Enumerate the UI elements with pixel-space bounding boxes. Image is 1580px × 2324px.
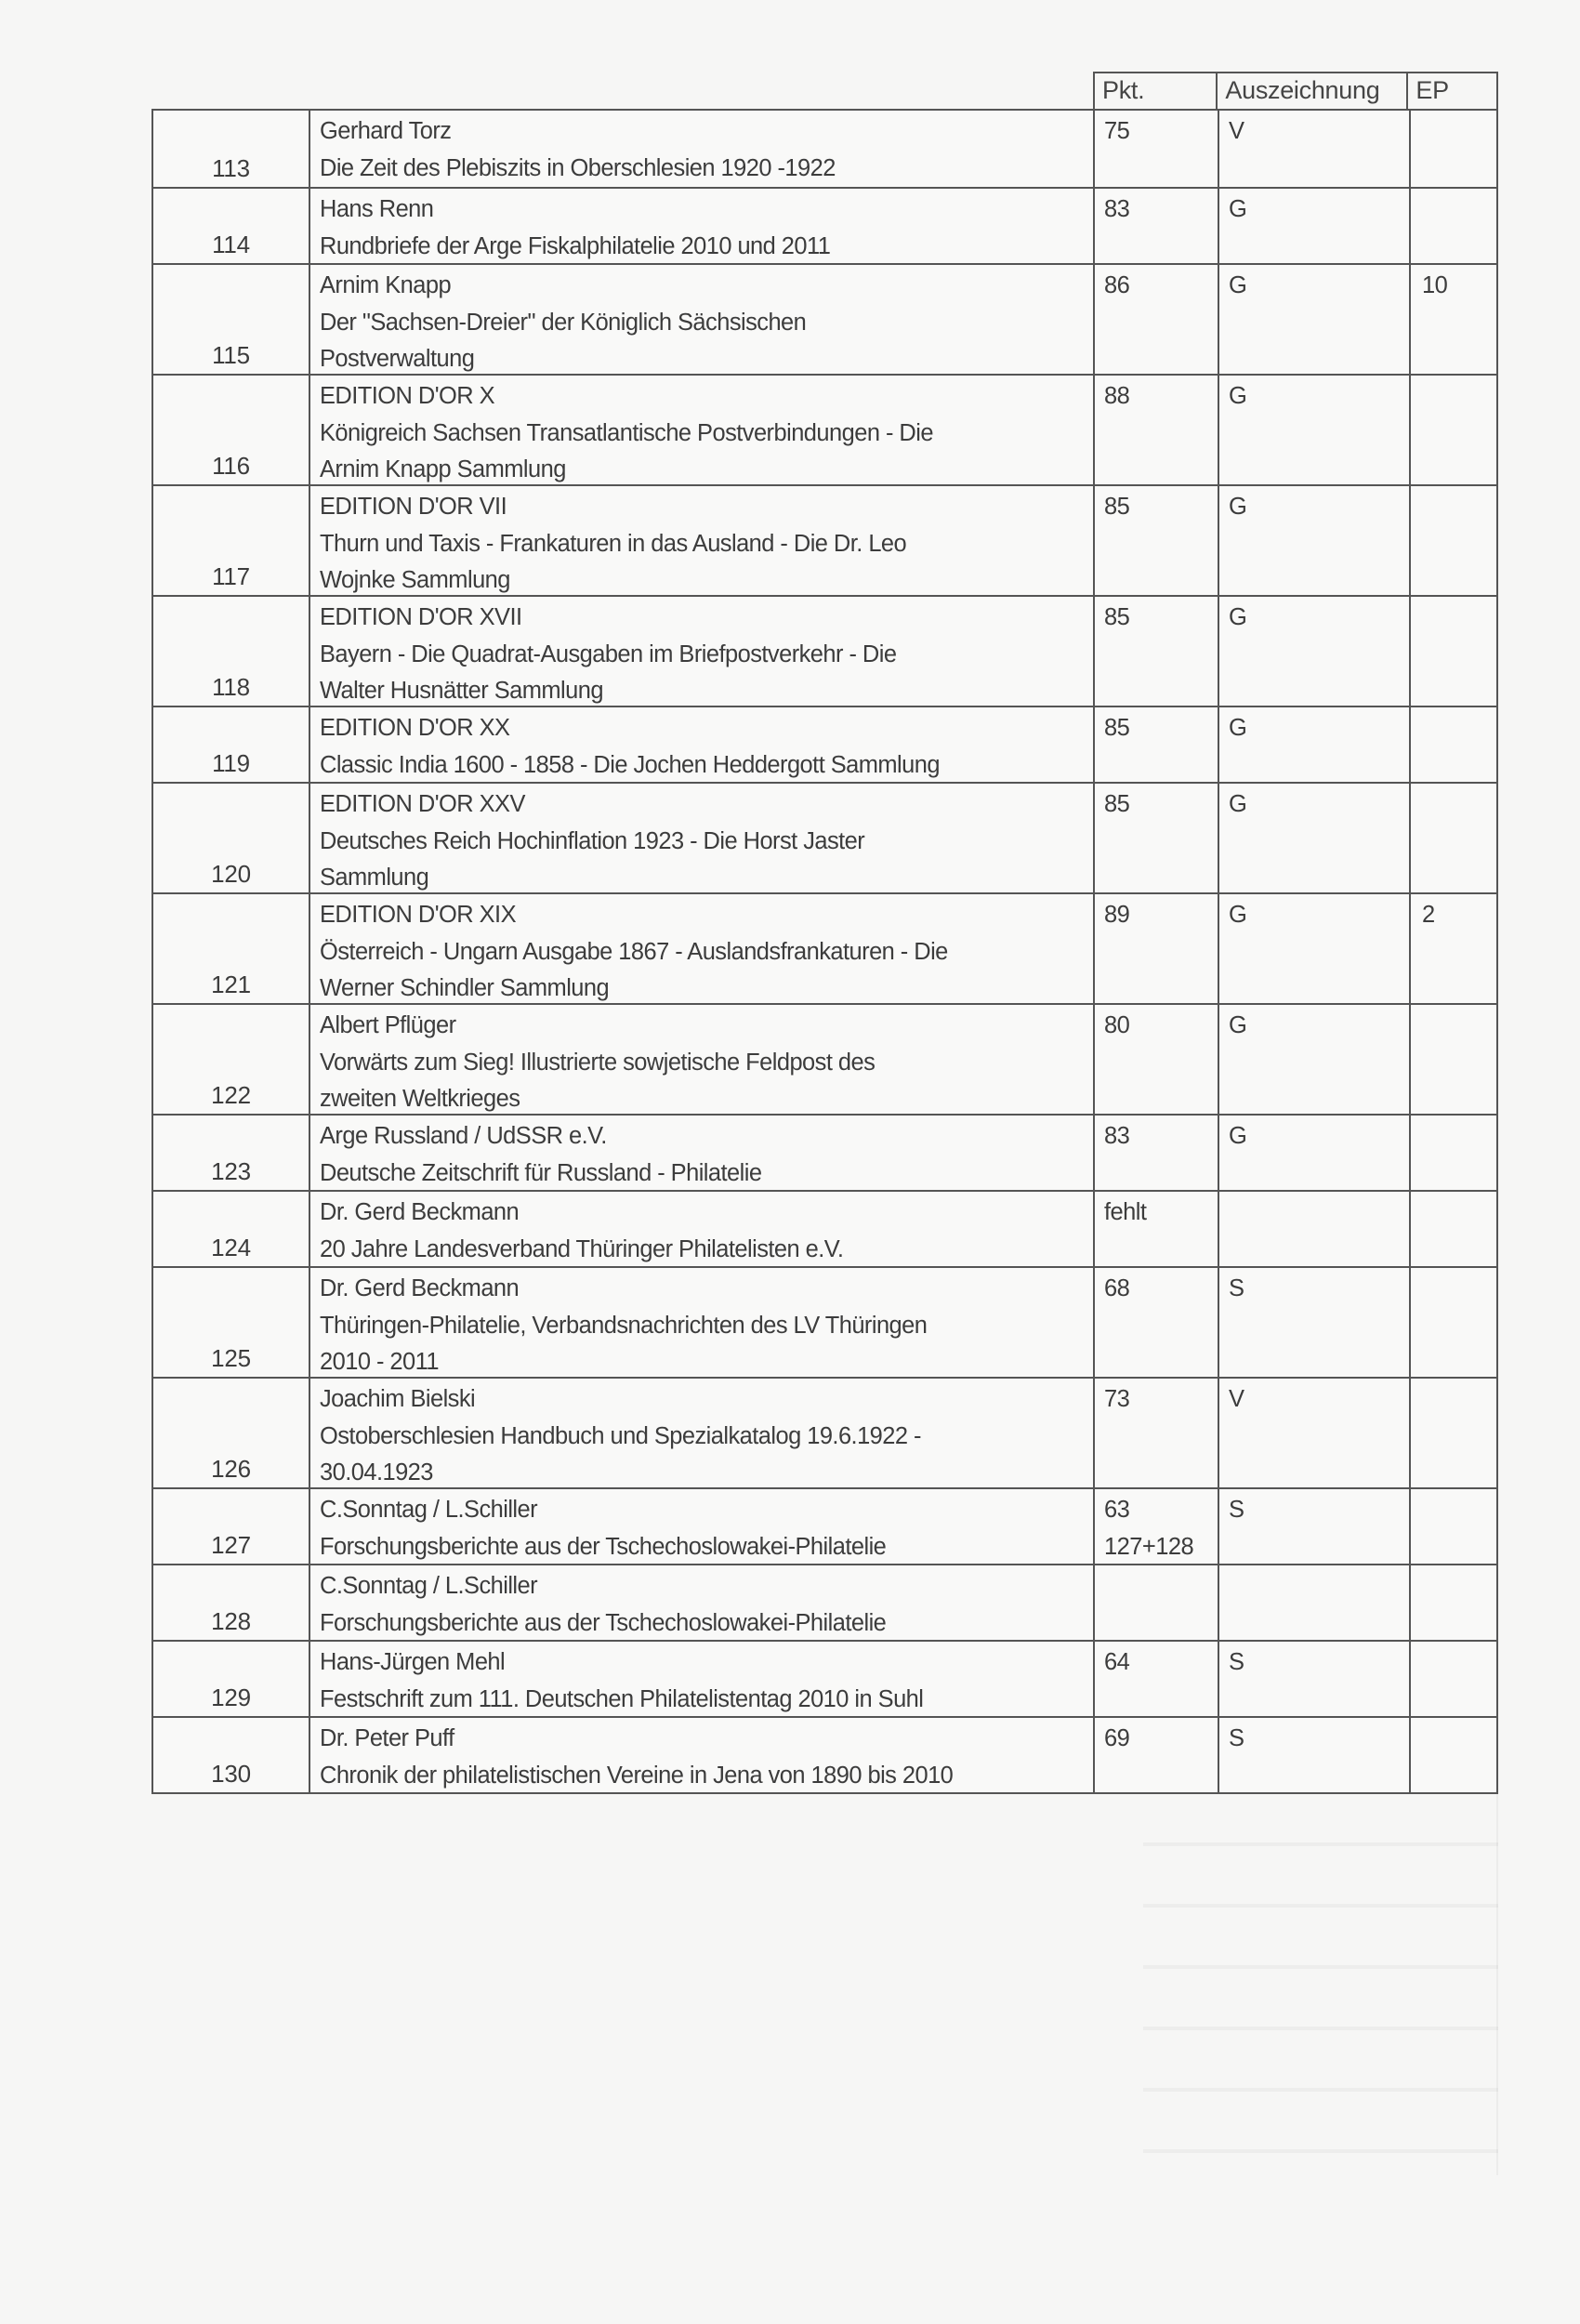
entry-author: EDITION D'OR XVII <box>320 604 522 630</box>
points-cell <box>1095 111 1219 187</box>
points-cell <box>1095 784 1219 892</box>
ep-value <box>1422 1571 1496 1608</box>
points-cell <box>1095 1642 1219 1716</box>
points-cell <box>1095 1268 1219 1377</box>
award-cell <box>1219 189 1411 263</box>
award-cell <box>1219 1642 1411 1716</box>
entry-number: 123 <box>211 1157 251 1185</box>
award-cell <box>1219 265 1411 374</box>
entry-description-cell <box>310 189 1095 263</box>
entry-number-cell <box>153 1268 310 1377</box>
entry-number-cell <box>153 707 310 782</box>
ep-cell <box>1411 1565 1496 1640</box>
award-value: G <box>1229 494 1247 520</box>
points-cell <box>1095 1379 1219 1487</box>
entry-description-cell <box>310 1565 1095 1640</box>
ep-cell <box>1411 1268 1496 1377</box>
points-value: 68 <box>1104 1275 1130 1301</box>
ep-value <box>1422 1723 1496 1761</box>
points-cell <box>1095 894 1219 1003</box>
award-cell <box>1219 1489 1411 1564</box>
entry-number: 116 <box>212 452 250 480</box>
entry-title-line: Bayern - Die Quadrat-Ausgaben im Briefpostverkehr - Die <box>320 640 897 667</box>
entry-title-line: Thüringen-Philatelie, Verbandsnachrichten des LV Thüringen <box>320 1312 928 1339</box>
points-cell <box>1095 189 1219 263</box>
entry-number-cell <box>153 1565 310 1640</box>
ep-cell <box>1411 707 1496 782</box>
award-cell <box>1219 707 1411 782</box>
entry-number-cell <box>153 597 310 706</box>
award-cell <box>1219 1379 1411 1487</box>
table-row <box>153 187 1496 263</box>
entry-description-cell <box>310 1379 1095 1487</box>
table-row <box>153 892 1496 1003</box>
table-row <box>153 111 1496 187</box>
table-row <box>153 595 1496 706</box>
entry-number-cell <box>153 1005 310 1114</box>
entry-title-line: Thurn und Taxis - Frankaturen in das Ausland - Die Dr. Leo <box>320 530 907 557</box>
table-row <box>153 1114 1496 1190</box>
entry-number-cell <box>153 1642 310 1716</box>
ep-cell <box>1411 1116 1496 1190</box>
award-value <box>1229 1571 1409 1608</box>
table-row <box>153 484 1496 595</box>
entry-title-line: Vorwärts zum Sieg! Illustrierte sowjetische Feldpost des <box>320 1049 876 1076</box>
entry-title-line: Österreich - Ungarn Ausgabe 1867 - Auslandsfrankaturen - Die <box>320 938 948 965</box>
points-cell <box>1095 707 1219 782</box>
table-row <box>153 1640 1496 1716</box>
ep-cell <box>1411 784 1496 892</box>
header-pkt: Pkt. <box>1095 73 1218 109</box>
points-value: 127+128 <box>1104 1533 1194 1560</box>
ep-value: 10 <box>1422 272 1448 298</box>
entry-number: 125 <box>211 1344 251 1372</box>
entry-number-cell <box>153 265 310 374</box>
entry-number: 127 <box>211 1531 251 1559</box>
entry-title-line: Postverwaltung <box>320 346 475 372</box>
entry-title-line: Arnim Knapp Sammlung <box>320 456 566 482</box>
entry-author: Arge Russland / UdSSR e.V. <box>320 1123 607 1149</box>
table-row <box>153 706 1496 782</box>
award-cell <box>1219 1268 1411 1377</box>
award-cell <box>1219 486 1411 595</box>
points-cell <box>1095 1192 1219 1266</box>
ep-value <box>1422 492 1496 529</box>
award-value: G <box>1229 196 1247 222</box>
entry-author: Albert Pflüger <box>320 1012 456 1038</box>
entry-author: Hans Renn <box>320 196 434 222</box>
award-value: S <box>1229 1497 1244 1523</box>
entry-title-line: Königreich Sachsen Transatlantische Postverbindungen - Die <box>320 419 933 446</box>
entry-title-line: Sammlung <box>320 865 429 891</box>
points-cell <box>1095 1489 1219 1564</box>
entry-title-line: Deutsches Reich Hochinflation 1923 - Die Horst Jaster <box>320 827 865 854</box>
entry-author: EDITION D'OR X <box>320 383 495 409</box>
entry-title-line: 20 Jahre Landesverband Thüringer Philatelisten e.V. <box>320 1235 844 1262</box>
points-cell <box>1095 1005 1219 1114</box>
ep-value <box>1422 1010 1496 1048</box>
ep-value <box>1422 1495 1496 1532</box>
entry-author: EDITION D'OR XXV <box>320 791 525 817</box>
entry-title-line: Walter Husnätter Sammlung <box>320 678 603 704</box>
entry-author: EDITION D'OR XIX <box>320 902 517 928</box>
entry-title-line: Classic India 1600 - 1858 - Die Jochen Heddergott Sammlung <box>320 751 940 778</box>
entry-number-cell <box>153 486 310 595</box>
award-cell <box>1219 597 1411 706</box>
award-value: G <box>1229 383 1247 409</box>
ep-value: 2 <box>1422 902 1435 928</box>
entry-description-cell <box>310 1192 1095 1266</box>
points-value: 63 <box>1104 1497 1130 1523</box>
ep-value <box>1422 1384 1496 1421</box>
entry-number: 119 <box>212 749 250 777</box>
entry-number-cell <box>153 1379 310 1487</box>
ep-value <box>1422 1274 1496 1311</box>
entry-number: 115 <box>212 341 250 369</box>
entry-title-line: 30.04.1923 <box>320 1459 433 1486</box>
points-value: 85 <box>1104 604 1130 630</box>
award-cell <box>1219 111 1411 187</box>
entry-title-line: Rundbriefe der Arge Fiskalphilatelie 2010 und 2011 <box>320 232 831 259</box>
exhibit-table <box>151 109 1498 1794</box>
entry-description-cell <box>310 707 1095 782</box>
ep-value <box>1422 1647 1496 1684</box>
ep-cell <box>1411 1718 1496 1792</box>
ep-cell <box>1411 1005 1496 1114</box>
entry-description-cell <box>310 1268 1095 1377</box>
entry-number-cell <box>153 376 310 484</box>
award-cell <box>1219 1116 1411 1190</box>
ep-value <box>1422 713 1496 750</box>
entry-title-line: Ostoberschlesien Handbuch und Spezialkatalog 19.6.1922 - <box>320 1422 921 1449</box>
award-cell <box>1219 1005 1411 1114</box>
points-value: 83 <box>1104 1123 1130 1149</box>
award-value: S <box>1229 1275 1244 1301</box>
ep-cell <box>1411 894 1496 1003</box>
entry-author: EDITION D'OR VII <box>320 494 507 520</box>
ep-cell <box>1411 376 1496 484</box>
entry-author: Joachim Bielski <box>320 1386 476 1412</box>
points-value: 80 <box>1104 1012 1130 1038</box>
entry-number-cell <box>153 1489 310 1564</box>
award-cell <box>1219 894 1411 1003</box>
points-value: 85 <box>1104 494 1130 520</box>
entry-number: 117 <box>212 562 250 590</box>
entry-description-cell <box>310 1642 1095 1716</box>
points-value: fehlt <box>1104 1199 1147 1225</box>
header-auszeichnung: Auszeichnung <box>1218 73 1408 109</box>
ep-cell <box>1411 597 1496 706</box>
ep-value <box>1422 1121 1496 1158</box>
award-value: G <box>1229 604 1247 630</box>
points-cell <box>1095 1718 1219 1792</box>
ep-cell <box>1411 265 1496 374</box>
table-row <box>153 1377 1496 1487</box>
ep-value <box>1422 602 1496 640</box>
ep-value <box>1422 1197 1496 1235</box>
points-cell <box>1095 597 1219 706</box>
entry-description-cell <box>310 111 1095 187</box>
award-value: S <box>1229 1649 1244 1675</box>
award-value: V <box>1229 1386 1244 1412</box>
entry-number: 124 <box>211 1234 251 1261</box>
award-cell <box>1219 1718 1411 1792</box>
table-row <box>153 1487 1496 1564</box>
entry-title-line: Werner Schindler Sammlung <box>320 975 610 1001</box>
ep-cell <box>1411 1192 1496 1266</box>
entry-description-cell <box>310 265 1095 374</box>
entry-number: 113 <box>212 154 250 182</box>
entry-title-line: Die Zeit des Plebiszits in Oberschlesien 1920 -1922 <box>320 154 836 181</box>
table-row <box>153 1190 1496 1266</box>
entry-description-cell <box>310 486 1095 595</box>
points-value: 86 <box>1104 272 1130 298</box>
entry-number: 120 <box>211 860 251 888</box>
table-row <box>153 1266 1496 1377</box>
entry-number: 122 <box>211 1081 251 1109</box>
points-cell <box>1095 1116 1219 1190</box>
ep-value <box>1422 789 1496 826</box>
entry-number-cell <box>153 894 310 1003</box>
points-value: 69 <box>1104 1725 1130 1751</box>
points-value: 83 <box>1104 196 1130 222</box>
award-value: G <box>1229 272 1247 298</box>
points-cell <box>1095 265 1219 374</box>
table-row <box>153 1716 1496 1792</box>
entry-title-line: Festschrift zum 111. Deutschen Philatelistentag 2010 in Suhl <box>320 1685 924 1712</box>
award-value: G <box>1229 791 1247 817</box>
points-cell <box>1095 1565 1219 1640</box>
table-row <box>153 782 1496 892</box>
entry-number-cell <box>153 1718 310 1792</box>
entry-number: 118 <box>212 673 250 701</box>
points-value: 73 <box>1104 1386 1130 1412</box>
entry-title-line: Der "Sachsen-Dreier" der Königlich Sächsischen <box>320 309 807 336</box>
award-value: G <box>1229 715 1247 741</box>
entry-description-cell <box>310 1718 1095 1792</box>
entry-description-cell <box>310 1116 1095 1190</box>
entry-number-cell <box>153 189 310 263</box>
entry-title-line: 2010 - 2011 <box>320 1349 439 1375</box>
award-value: G <box>1229 1123 1247 1149</box>
entry-number: 121 <box>211 971 251 998</box>
entry-number: 126 <box>211 1455 251 1483</box>
ep-value <box>1422 194 1496 231</box>
award-cell <box>1219 1192 1411 1266</box>
entry-title-line: Forschungsberichte aus der Tschechoslowakei-Philatelie <box>320 1609 887 1636</box>
entry-number-cell <box>153 1192 310 1266</box>
entry-author: EDITION D'OR XX <box>320 715 510 741</box>
ep-value <box>1422 381 1496 418</box>
table-row <box>153 1003 1496 1114</box>
ep-value <box>1422 116 1496 153</box>
entry-description-cell <box>310 784 1095 892</box>
points-value: 85 <box>1104 791 1130 817</box>
ep-cell <box>1411 189 1496 263</box>
entry-author: C.Sonntag / L.Schiller <box>320 1573 538 1599</box>
entry-author: Dr. Gerd Beckmann <box>320 1199 520 1225</box>
entry-title-line: Forschungsberichte aus der Tschechoslowakei-Philatelie <box>320 1533 887 1560</box>
entry-number-cell <box>153 111 310 187</box>
award-value: G <box>1229 902 1247 928</box>
points-cell <box>1095 376 1219 484</box>
entry-title-line: Wojnke Sammlung <box>320 567 510 593</box>
entry-description-cell <box>310 597 1095 706</box>
ep-cell <box>1411 1642 1496 1716</box>
award-value: G <box>1229 1012 1247 1038</box>
award-value <box>1229 1197 1409 1235</box>
entry-number: 114 <box>212 231 250 258</box>
points-value: 89 <box>1104 902 1130 928</box>
ep-cell <box>1411 111 1496 187</box>
table-row <box>153 263 1496 374</box>
column-header <box>1093 72 1498 109</box>
entry-number-cell <box>153 1116 310 1190</box>
entry-author: C.Sonntag / L.Schiller <box>320 1497 538 1523</box>
header-ep: EP <box>1415 76 1449 104</box>
entry-description-cell <box>310 376 1095 484</box>
points-value: 85 <box>1104 715 1130 741</box>
ep-cell <box>1411 1489 1496 1564</box>
entry-author: Hans-Jürgen Mehl <box>320 1649 506 1675</box>
entry-title-line: Chronik der philatelistischen Vereine in Jena von 1890 bis 2010 <box>320 1762 954 1789</box>
ep-cell <box>1411 1379 1496 1487</box>
points-value: 64 <box>1104 1649 1130 1675</box>
entry-description-cell <box>310 894 1095 1003</box>
award-value: S <box>1229 1725 1244 1751</box>
table-row <box>153 374 1496 484</box>
entry-author: Dr. Gerd Beckmann <box>320 1275 520 1301</box>
entry-author: Arnim Knapp <box>320 272 452 298</box>
entry-number: 130 <box>211 1760 251 1788</box>
entry-number-cell <box>153 784 310 892</box>
entry-number: 129 <box>211 1684 251 1711</box>
points-value: 88 <box>1104 383 1130 409</box>
award-cell <box>1219 784 1411 892</box>
points-cell <box>1095 486 1219 595</box>
entry-title-line: Deutsche Zeitschrift für Russland - Philatelie <box>320 1159 762 1186</box>
entry-title-line: zweiten Weltkrieges <box>320 1086 520 1112</box>
entry-author: Gerhard Torz <box>320 118 452 144</box>
entry-author: Dr. Peter Puff <box>320 1725 454 1751</box>
award-cell <box>1219 1565 1411 1640</box>
entry-number: 128 <box>211 1607 251 1635</box>
award-cell <box>1219 376 1411 484</box>
table-row <box>153 1564 1496 1640</box>
entry-description-cell <box>310 1489 1095 1564</box>
ep-cell <box>1411 486 1496 595</box>
award-value: V <box>1229 118 1244 144</box>
points-value: 75 <box>1104 118 1130 144</box>
entry-description-cell <box>310 1005 1095 1114</box>
bleed-through-shadow <box>1143 1785 1498 2175</box>
